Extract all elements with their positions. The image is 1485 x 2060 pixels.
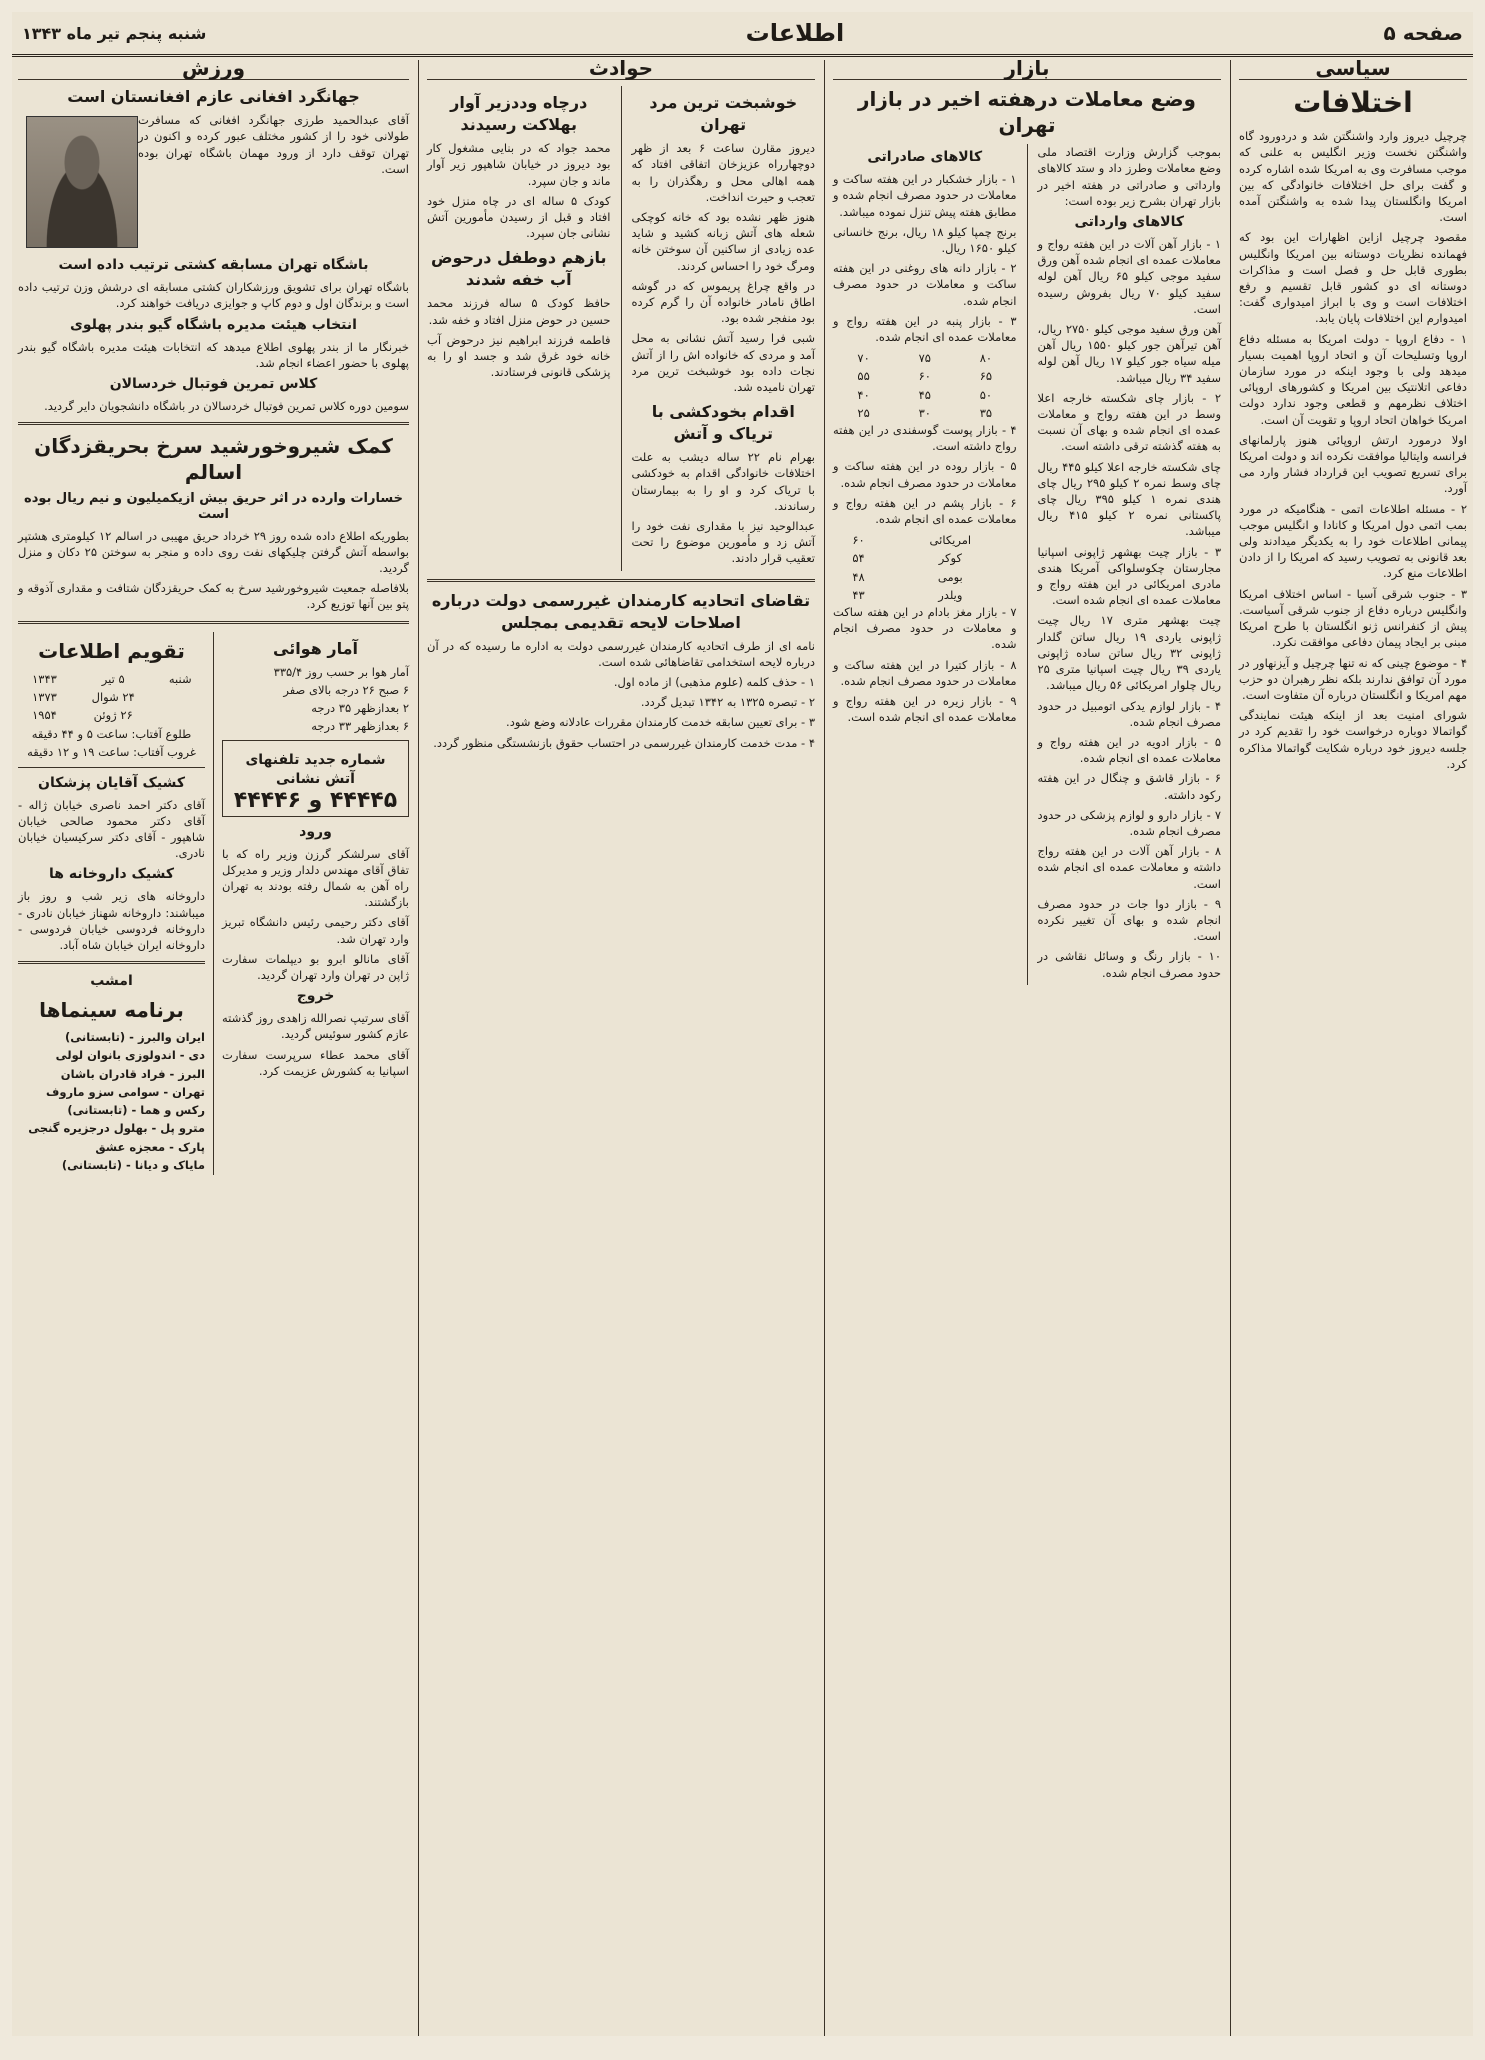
column-divider (418, 60, 419, 2036)
export-item: ۴ - بازار پوست گوسفندی در این هفته رواج داشته است. (833, 423, 1017, 454)
calendar-table (18, 670, 205, 725)
imports-head: کالاهای وارداتی (1074, 214, 1184, 231)
incident-para: کودک ۵ ساله ای در چاه منزل خود افتاد و قبل از رسیدن مأمورین آتش نشانی جان سپرد. (427, 193, 611, 241)
cinema-item: ایران والبرز - (تابستانی) (65, 1030, 205, 1045)
politics-para-0: مقصود چرچیل ازاین اظهارات این بود که فهمانده نظریات دوستانه بین امریکا وانگلیس بطوری قابل حل و فصل است و مذاکرات دوستانه ای دو کشور قابل تقسیم و رفع اختلافات است و وی با ابراز امیدواری گفت: امیدوارم این اختلافات پایان یابد. (1239, 230, 1467, 326)
incident-para: بهرام نام ۲۲ ساله دیشب به علت اختلافات خانوادگی اقدام به خودکشی با تریاک کرد و او را به بیمارستان رساندند. (631, 450, 815, 513)
incidents-column (421, 60, 821, 2036)
incident-para: محمد جواد که در بنایی مشغول کار بود دیروز در خیابان شاهپور زیر آوار ماند و جان سپرد. (427, 141, 611, 188)
sunrise: طلوع آفتاب: ساعت ۵ و ۴۴ دقیقه (31, 727, 192, 742)
incident-para: ۳ - برای تعیین سابقه خدمت کارمندان مقررات عادلانه وضع شود. (506, 715, 815, 730)
divider (427, 579, 815, 582)
export-item: ۶ - بازار پشم در این هفته رواج و معاملات عمده ای انجام شده. (833, 495, 1017, 527)
newspaper-page (12, 12, 1473, 2036)
calendar-title: تقویم اطلاعات (38, 638, 185, 663)
incident-para: شبی فرا رسید آتش نشانی به محل آمد و مردی که خانواده اش را از آتش نجات داده بود خوشبخت ترین مرد تهران نامیده شد. (631, 331, 815, 395)
export-item: ۲ - بازار دانه های روغنی در این هفته ساکت و معاملات در حدود مصرف انجام شده. (833, 261, 1017, 308)
page-number: صفحه ۵ (1383, 21, 1463, 45)
sports-column (12, 60, 415, 2036)
market-body (833, 144, 1221, 985)
column-divider (1230, 60, 1231, 2036)
incident-headline-2: اقدام بخودکشی با تریاک و آتش (651, 402, 795, 444)
incident-para: فاطمه فرزند ابراهیم نیز درحوض آب خانه خود غرق شد و جسد او را به پزشکی قانونی فرستادند. (427, 332, 611, 380)
cinema-item: پارک - معجزه عشق (95, 1139, 205, 1154)
incident-headline-3: درچاه وددزیر آوار بهلاکت رسیدند (450, 93, 588, 135)
incident-para: عبدالوحید نیز با مقداری نفت خود را آتش زد و مأمورین موضوع را تحت تعقیب قرار دادند. (631, 519, 815, 566)
politics-para-1: ۱ - دفاع اروپا - دولت امریکا به مسئله دفاع اروپا وتسلیحات آن و اتحاد اروپا اهمیت بسیار میدهد ولی با وجود اینکه در مورد سازمان دفاعی اتلانتیک بین امریکا و کشورهای اروپائی اختلاف نظرمهم و قطعی وجود ندارد دولت امریکا خواهان اتحاد اروپا و تقویت آن است. (1239, 331, 1467, 427)
sports-para: آقای عبدالحمید طرزی جهانگرد افغانی که مسافرت طولانی خود را از کشور مختلف عبور کرده و اکنون در تهران توقف دارد از ورود مهمان باشگاه تهران بوده است. (138, 113, 409, 176)
table-row: امریکائی ۶۰ (852, 533, 972, 548)
market-headline: وضع معاملات درهفته اخیر در بازار تهران (858, 87, 1196, 138)
cinema-title: برنامه سینماها (39, 998, 184, 1023)
cinema-item: تهران - سوامی سزو ماروف (45, 1084, 205, 1099)
portrait-photo (26, 116, 138, 248)
incident-para: در واقع چراغ پریموس که در گوشه اطاق نامادر خانواده آن را گرم کرده بود منفجر شده بود. (631, 278, 815, 326)
incidents-subcol-left (427, 86, 611, 570)
sports-para: سومین دوره کلاس تمرین فوتبال خردسالان در باشگاه دانشجویان دایر گردید. (44, 399, 409, 414)
arrival-item: آقای مانالو ابرو بو دیپلمات سفارت ژاپن در تهران وارد تهران گردید. (222, 951, 409, 983)
divider (18, 767, 205, 768)
table-row: ویلدر ۴۳ (852, 587, 963, 602)
weather-row: ۶ بعدازظهر ۳۳ درجه (311, 719, 409, 734)
sports-headline-1: جهانگرد افغانی عازم افغانستان است (67, 87, 360, 107)
import-item: ۷ - بازار دارو و لوازم پزشکی در حدود مصرف انجام شده. (1037, 807, 1221, 838)
import-item: ۱ - بازار آهن آلات در این هفته رواج و معاملات عمده ای انجام شده آهن ورق سفید موجی کیلو ۶۵ ریال آهن لوله سفید کیلو ۷۰ ریال بفروش رسیده است. (1037, 237, 1221, 316)
phones-box (222, 740, 409, 816)
info-subcol-left (18, 632, 205, 1175)
cinema-tonight: امشب (90, 973, 133, 990)
market-intro: بموجب گزارش وزارت اقتصاد ملی وضع معاملات وطرز داد و ستد کالاهای وارداتی و صادراتی در هفته اخیر در بازار تهران بشرح زیر بوده است: (1037, 145, 1221, 208)
incident-headline-1: خوشبخت ترین مرد تهران (649, 93, 798, 135)
info-boxes (18, 632, 409, 1175)
import-item: آهن ورق سفید موجی کیلو ۲۷۵۰ ریال، آهن تیرآهن جور کیلو ۱۵۵۰ ریال آهن میله سیاه جور کیلو ۱۷ ریال آهن لوله سفید ۳۴ ریال میباشد. (1037, 322, 1222, 385)
export-item: ۱ - بازار خشکبار در این هفته ساکت و معاملات در حدود مصرف انجام شده و مطابق هفته پیش تنزل نموده میباشد. (833, 172, 1017, 219)
table-row: بومی ۴۸ (852, 569, 963, 584)
incidents-body (427, 86, 815, 570)
cinema-item: دی - اندولوزی بانوان لولی (55, 1048, 205, 1063)
pharmacy-text: داروخانه های زیر شب و روز باز میباشند: داروخانه شهناز خیابان نادری - داروخانه فردوسی خیابان فردوسی - داروخانه ایران خیابان شاه آباد. (18, 889, 205, 953)
column-divider (621, 86, 622, 570)
table-row: ۵۰ ۴۵ ۴۰ (857, 387, 993, 402)
table-row: ۳۵ ۳۰ ۲۵ (857, 405, 993, 420)
politics-para-6: شورای امنیت بعد از اینکه هیئت نمایندگی گواتمالا دوباره درخواست خود را تقدیم کرد در جلسه دیروز خود درباره شکایت گواتمالا مذاکره کرد. (1239, 708, 1467, 771)
clinic-text: آقای دکتر احمد ناصری خیابان ژاله - آقای دکتر محمود صالحی خیابان شاهپور - آقای دکتر سرکیسیان خیابان نادری. (18, 797, 205, 861)
export-item: ۳ - بازار پنبه در این هفته رواج و معاملات عمده ای انجام شده. (833, 313, 1017, 345)
export-item: ۵ - بازار روده در این هفته ساکت و معاملات در حدود مصرف انجام شده. (833, 459, 1017, 490)
incident-para: ۴ - مدت خدمت کارمندان غیررسمی در احتساب حقوق بازنشستگی منظور گردد. (433, 735, 815, 750)
weather-row: ۲ بعدازظهر ۳۵ درجه (311, 701, 409, 716)
fire-subhead: خسارات وارده در اثر حریق بیش ازیکمیلیون و نیم ریال بوده است (24, 491, 403, 523)
masthead (12, 12, 1473, 57)
departure-item: آقای محمد عطاء سرپرست سفارت اسپانیا به کشورش عزیمت کرد. (222, 1047, 409, 1078)
import-item: ۳ - بازار چیت بهشهر ژاپونی اسپانیا مجارستان چکوسلواکی آمریکا هندی مادری امریکائی در این هفته رواج و معاملات عمده ای انجام شده است. (1037, 544, 1221, 608)
import-item: چیت بهشهر متری ۱۷ ریال چیت ژاپونی یاردی ۱۹ ریال ساتن گلدار ژاپونی ۳۲ ریال ساتن ساده ژاپونی یاردی ۳۹ ریال چیت اسپانیا متری ۲۵ ریال چلوار امریکائی ۵۶ ریال میباشد. (1037, 613, 1222, 693)
politics-para-3: ۲ - مسئله اطلاعات اتمی - هنگامیکه در مورد بمب اتمی دول امریکا و کانادا و انگلیس موجب پیمانی اطلاعات خود را به یکدیگر میدادند ولی بعد قانونی به تصویب رسید که امریکا را از دادن اطلاعات منع کرد. (1239, 501, 1467, 581)
sports-headline-4: کلاس تمرین فوتبال خردسالان (109, 376, 318, 393)
import-item: ۲ - بازار چای شکسته خارجه اعلا وسط در این هفته رواج و معاملات عمده ای انجام شده و بهای آن نسبت به هفته گذشته ترقی داشته است. (1037, 390, 1221, 454)
market-column (827, 60, 1227, 2036)
import-item: ۹ - بازار دوا جات در حدود مصرف انجام شده و بهای آن تغییر نکرده است. (1037, 896, 1221, 944)
politics-headline: اختلافات (1293, 86, 1413, 120)
incident-para: دیروز مقارن ساعت ۶ بعد از ظهر دوچهارراه عزیزخان اتفاقی افتاد که همه اهالی محل و رهگذران را به تعجب و حیرت انداخت. (631, 141, 815, 204)
column-divider (824, 60, 825, 2036)
arrival-item: آقای دکتر رحیمی رئیس دانشگاه تبریز وارد تهران شد. (222, 915, 409, 946)
table-row: شنبه ۵ تیر ۱۳۴۳ (32, 671, 192, 686)
export-item: ۸ - بازار کتیرا در این هفته ساکت و معاملات در حدود مصرف انجام شده. (833, 657, 1017, 688)
incident-para: ۱ - حذف کلمه (علوم مذهبی) از ماده اول. (613, 675, 815, 690)
section-label-sports: ورزش (18, 60, 409, 80)
divider (18, 961, 205, 964)
departure-item: آقای سرتیپ نصرالله زاهدی روز گذشته عازم کشور سوئیس گردید. (222, 1011, 409, 1042)
incident-para: ۲ - تبصره ۱۳۲۵ به ۱۳۴۲ تبدیل گردد. (640, 695, 815, 710)
incident-para: نامه ای از طرف اتحادیه کارمندان غیررسمی دولت به اداره ما رسیده که در آن درباره لایحه استخدامی تقاضاهائی شده است. (427, 638, 815, 669)
section-label-incidents: حوادث (427, 60, 815, 80)
incident-para: هنوز ظهر نشده بود که خانه کوچکی شعله های آتش زبانه کشید و شاید عده زیادی از ساکنین آن سوختن خانه ومرگ خود را احساس کردند. (631, 210, 815, 273)
politics-para-2: اولا درمورد ارتش اروپائی هنوز پارلمانهای فرانسه وایتالیا موافقت نکرده اند و دولت امریکا برای تسریع تصویب این قرارداد فشار وارد می آورد. (1239, 432, 1467, 496)
export-item: برنج چمپا کیلو ۱۸ ریال، برنج خانسانی کیلو ۱۶۵۰ ریال. (833, 224, 1017, 256)
incident-headline-4: بازهم دوطفل درحوض آب خفه شدند (430, 248, 607, 290)
sports-headline-3: انتخاب هیئت مدیره باشگاه گیو بندر پهلوی (70, 316, 357, 333)
columns (12, 60, 1473, 2036)
weather-row: ۶ صبح ۲۶ درجه بالای صفر (283, 682, 409, 697)
phones-numbers: ۴۴۴۴۵ و ۴۴۴۴۶ (233, 788, 398, 814)
pharmacy-title: کشیک داروخانه ها (49, 866, 174, 883)
table-row: کوکر ۵۴ (852, 551, 962, 566)
info-subcol-right (222, 632, 409, 1175)
table-row: ۲۴ شوال ۱۳۷۳ (32, 689, 135, 704)
departures-title: خروج (296, 988, 335, 1005)
table-row: ۶۵ ۶۰ ۵۵ (857, 369, 993, 384)
export-item: ۹ - بازار زیره در این هفته رواج و معاملات عمده ای انجام شده است. (833, 694, 1017, 725)
section-label-politics: سیاسی (1239, 60, 1467, 80)
fire-para: بطوریکه اطلاع داده شده روز ۲۹ خرداد حریق مهیبی در اسالم ۱۲ کیلومتری هشتپر بواسطه آتش گرفتن چلیکهای نفت روی داده و منجر به سوختن ۲۵ دکان و منزل گردید. (18, 528, 409, 576)
import-item: ۶ - بازار قاشق و چنگال در این هفته رکود داشته. (1037, 771, 1221, 802)
exports-head: کالاهای صادراتی (867, 149, 983, 166)
cinema-item: مایاک و دیانا - (تابستانی) (61, 1157, 205, 1172)
sports-para: خبرنگار ما از بندر پهلوی اطلاع میدهد که انتخابات هیئت مدیره باشگاه گیو بندر پهلوی با حضور اعضاء انجام شد. (18, 339, 409, 370)
price-table (833, 349, 1017, 422)
politics-para-5: ۴ - موضوع چینی که نه تنها چرچیل و آیزنهاور در مورد آن توافق ندارند بلکه نظر رهبران دو حزب مهم امریکا و انگلستان درباره آن متفاوت است. (1239, 655, 1467, 702)
phones-title: شماره جدید تلفنهای آتش نشانی (245, 752, 386, 788)
import-item: چای شکسته خارجه اعلا کیلو ۴۴۵ ریال چای وسط نمره ۲ کیلو ۲۹۵ ریال چای هندی نمره ۱ کیلو ۳۹۵ ریال چای پاکستانی نمره ۲ کیلو ۴۱۵ ریال میباشد. (1037, 459, 1221, 539)
fire-para: بلافاصله جمعیت شیروخورشید سرخ به کمک حریقزدگان شتافت و مقداری آذوقه و پتو بین آنها توزیع کرد. (18, 581, 409, 612)
fire-headline: کمک شیروخورشید سرخ بحریقزدگان اسالم (34, 434, 393, 485)
incident-headline-5: تقاضای اتحادیه کارمندان غیررسمی دولت درباره اصلاحات لایحه تقدیمی بمجلس (431, 590, 811, 632)
sports-headline-2: باشگاه تهران مسابقه کشتی ترتیب داده است (58, 257, 369, 274)
arrivals-title: ورود (299, 823, 332, 840)
cinema-item: مترو پل - بهلول درجزیره گنجی (28, 1121, 205, 1136)
incident-para: حافظ کودک ۵ ساله فرزند محمد حسین در حوض منزل افتاد و خفه شد. (427, 296, 611, 327)
import-item: ۱۰ - بازار رنگ و وسائل نقاشی در حدود مصرف انجام شده. (1037, 949, 1221, 980)
sports-para: باشگاه تهران برای تشویق ورزشکاران کشتی مسابقه ای درشش وزن ترتیب داده است و برندگان اول و دوم کاپ و جوایزی دریافت خواهند کرد. (18, 280, 409, 311)
cotton-table (833, 531, 1017, 604)
table-row: ۸۰ ۷۵ ۷۰ (857, 351, 993, 366)
cinema-item: البرز - فراد قادران باشان (60, 1066, 205, 1081)
export-item: ۷ - بازار مغز بادام در این هفته ساکت و معاملات در حدود مصرف انجام شده. (833, 605, 1017, 652)
section-label-market: بازار (833, 60, 1221, 80)
sunset: غروب آفتاب: ساعت ۱۹ و ۱۲ دقیقه (27, 745, 196, 760)
column-divider (1027, 144, 1028, 985)
clinic-title: کشیک آقایان پزشکان (38, 774, 185, 791)
import-item: ۵ - بازار ادویه در این هفته رواج و معاملات عمده ای انجام شده. (1037, 734, 1221, 766)
divider (18, 422, 409, 425)
issue-date: شنبه پنجم تیر ماه ۱۳۴۳ (22, 23, 207, 43)
politics-column (1233, 60, 1473, 2036)
newspaper-title: اطلاعات (745, 19, 845, 47)
arrival-item: آقای سرلشکر گرزن وزیر راه که با تفاق آقای مهندس دلدار وزیر و مدیرکل راه آهن به شمال رفته بودند به تهران بازگشتند. (222, 846, 409, 910)
incidents-subcol-right (632, 86, 816, 570)
market-subcol-right (1038, 144, 1222, 985)
politics-para-4: ۳ - جنوب شرقی آسیا - اساس اختلاف امریکا وانگلیس درباره دفاع از جنوب شرقی آسیاست. پیش از کنفرانس ژنو انگلستان با طرح امریکا مبنی بر ایجاد پیمان دفاعی موافقت نکرد. (1239, 586, 1467, 650)
weather-title: آمار هوائی (273, 638, 358, 658)
divider (18, 621, 409, 624)
market-subcol-left (833, 144, 1017, 985)
table-row: ۲۶ ژوئن ۱۹۵۴ (32, 708, 133, 723)
import-item: ۸ - بازار آهن آلات در این هفته رواج داشته و معاملات عمده ای انجام شده است. (1037, 844, 1221, 891)
weather-row: آمار هوا بر حسب روز ۳۳۵/۴ (273, 664, 409, 679)
column-divider (213, 632, 214, 1175)
import-item: ۴ - بازار لوازم یدکی اتومبیل در حدود مصرف انجام شده. (1037, 698, 1221, 729)
cinema-item: رکس و هما - (تابستانی) (67, 1103, 205, 1118)
politics-intro: چرچیل دیروز وارد واشنگتن شد و دردورود گاه واشنگتن نخست وزیر انگلیس به علنی که موجب مسافرت وی به امریکا شده اشاره کرده و گفت برای حل اختلافات خانوادگی که بین امریکا وانگلستان پیدا شده به واشنگتن آمده است. (1239, 129, 1467, 225)
